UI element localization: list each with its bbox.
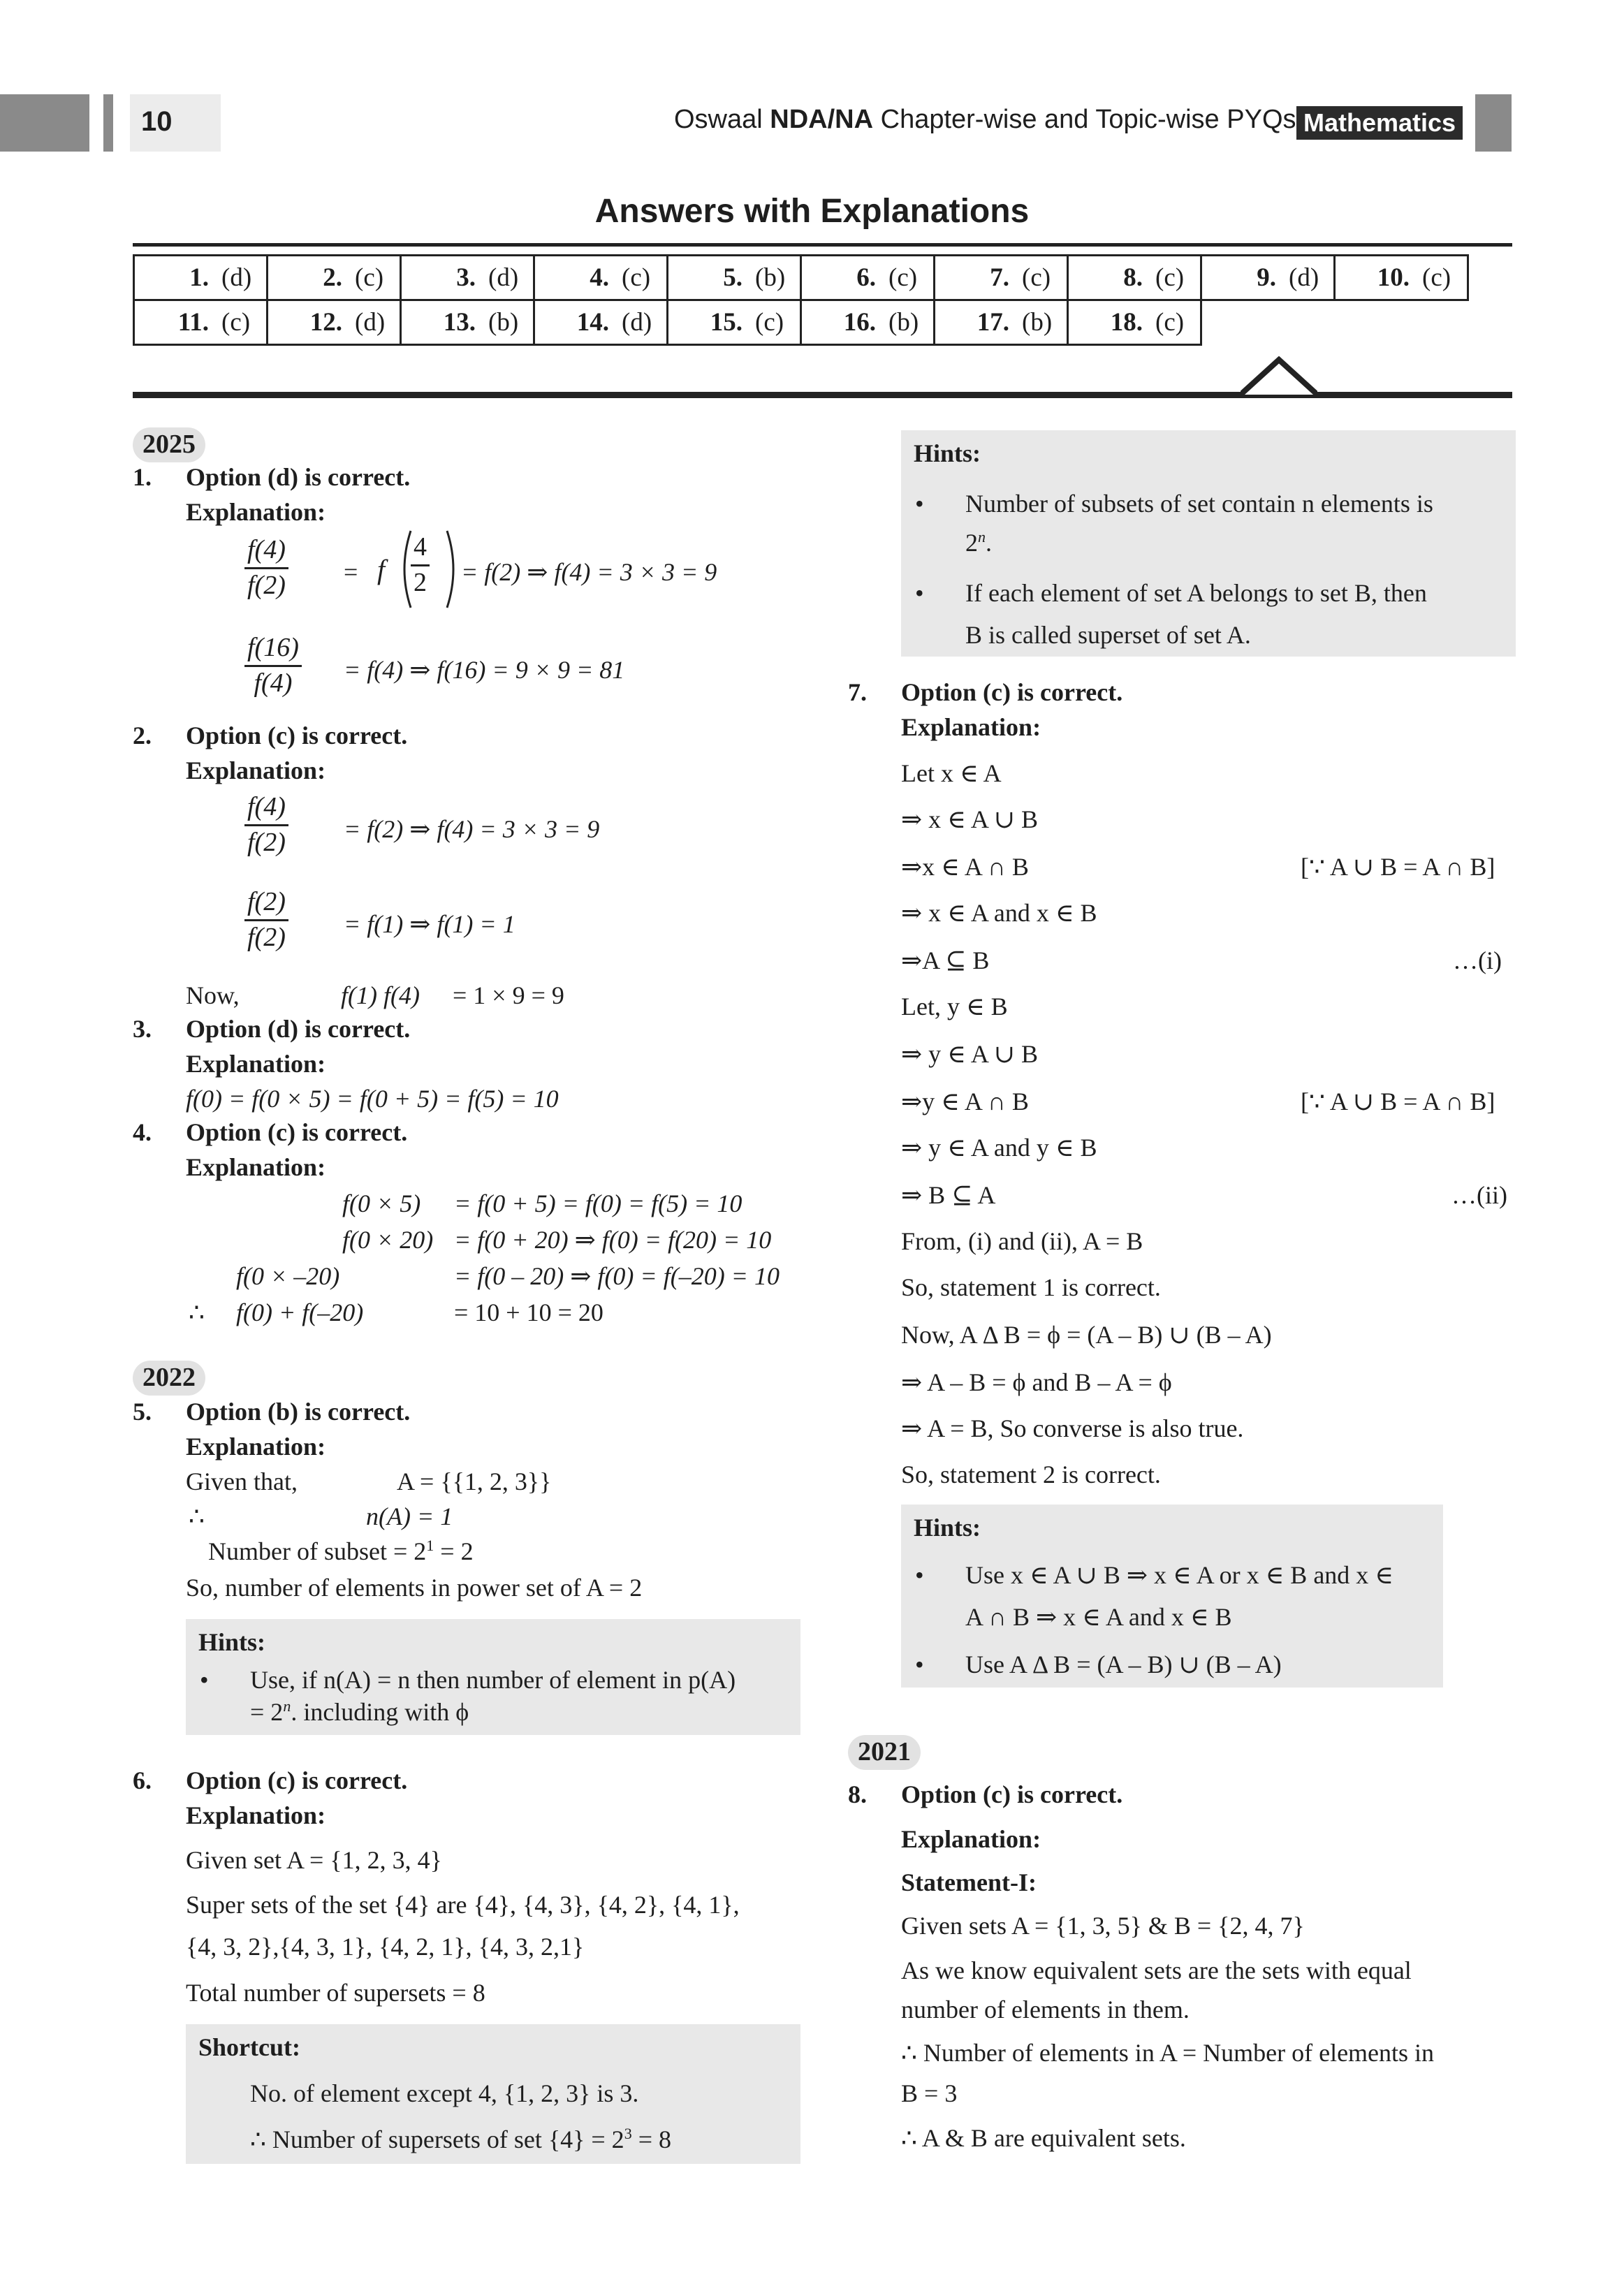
year-badge-2025: 2025: [133, 427, 205, 462]
bullet: •: [915, 1650, 924, 1678]
proof-reason: [∵ A ∪ B = A ∩ B]: [1301, 853, 1495, 881]
answer-cell: 8. (c): [1068, 256, 1201, 300]
equation-text: = f(0 + 5) = f(0) = f(5) = 10: [454, 1189, 742, 1217]
hint-text: Use x ∈ A ∪ B ⇒ x ∈ A or x ∈ B and x ∈: [965, 1561, 1393, 1589]
equation-text: = 10 + 10 = 20: [454, 1298, 603, 1326]
explanation-text: Total number of supersets = 8: [186, 1979, 485, 2007]
equation-text: n(A) = 1: [366, 1502, 453, 1530]
rule-notch: [1241, 356, 1317, 398]
answer-cell: 5. (b): [668, 256, 801, 300]
hint-text: 2$^n$.: [965, 528, 992, 557]
option-statement: Option (c) is correct.: [901, 678, 1123, 706]
question-number: 1.: [133, 463, 152, 491]
proof-line: Let, y ∈ B: [901, 993, 1008, 1020]
explanation-label: Explanation:: [186, 1050, 326, 1078]
option-statement: Option (d) is correct.: [186, 1015, 411, 1043]
shortcut-text: ∴ Number of supersets of set $\{4\} = 2^3 = 8$: [250, 2125, 671, 2153]
page-number: 10: [141, 106, 173, 137]
proof-line: ⇒ y ∈ A ∪ B: [901, 1040, 1039, 1068]
bullet: •: [915, 1561, 924, 1589]
shortcut-label: Shortcut:: [198, 2033, 300, 2061]
option-statement: Option (c) is correct.: [186, 1766, 408, 1794]
equation-text: Number of subset = $2^1 = 2$: [208, 1537, 474, 1565]
header-left-bar: [103, 94, 113, 152]
proof-line: ⇒A ⊆ B: [901, 946, 990, 974]
hint-text: Use A Δ B = (A – B) ∪ (B – A): [965, 1650, 1282, 1678]
bullet: •: [200, 1666, 209, 1694]
explanation-text: Given that,: [186, 1467, 298, 1495]
fraction: $\frac{f(2)}{f(2)}$: [244, 887, 288, 953]
answer-cell: 7. (c): [935, 256, 1068, 300]
hint-text: Number of subsets of set contain n elements is: [965, 490, 1433, 518]
answer-cell: 14. (d): [534, 300, 668, 345]
equation-text: = f(4) ⇒ f(16) = 9 × 9 = 81: [344, 656, 625, 684]
fraction: $\frac{f(4)}{f(2)}$: [244, 535, 288, 601]
explanation-text: {4, 3, 2},{4, 3, 1}, {4, 2, 1}, {4, 3, 2,1}: [186, 1933, 585, 1961]
proof-line: ⇒ x ∈ A ∪ B: [901, 805, 1039, 833]
fraction: $\frac{4}{2}$: [411, 532, 430, 598]
explanation-text: B = 3: [901, 2079, 958, 2107]
answer-cell: 10. (c): [1335, 256, 1468, 300]
equation-text: f(0) + f(–20): [236, 1298, 364, 1326]
equation-text: = 1 × 9 = 9: [453, 981, 564, 1009]
question-number: 8.: [848, 1780, 867, 1808]
proof-line: Now, A Δ B = ϕ = (A – B) ∪ (B – A): [901, 1321, 1272, 1349]
proof-line: ⇒ B ⊆ A: [901, 1181, 996, 1209]
question-number: 3.: [133, 1015, 152, 1043]
equation-text: A = {{1, 2, 3}}: [397, 1467, 552, 1495]
answer-cell: 4. (c): [534, 256, 668, 300]
option-statement: Option (c) is correct.: [186, 722, 408, 749]
answer-cell: 18. (c): [1068, 300, 1201, 345]
proof-line: ⇒ A – B = ϕ and B – A = ϕ: [901, 1368, 1172, 1396]
explanation-text: As we know equivalent sets are the sets with equal: [901, 1956, 1412, 1984]
explanation-text: Given sets A = {1, 3, 5} & B = {2, 4, 7}: [901, 1912, 1305, 1940]
fraction: $\frac{f(4)}{f(2)}$: [244, 792, 288, 858]
answer-cell: 2. (c): [268, 256, 401, 300]
hint-text: Use, if n(A) = n then number of element in p(A): [250, 1666, 736, 1694]
answer-cell: 9. (d): [1201, 256, 1335, 300]
question-number: 5.: [133, 1398, 152, 1426]
answer-cell: 16. (b): [801, 300, 935, 345]
proof-line: ⇒ x ∈ A and x ∈ B: [901, 899, 1097, 927]
hint-text: A ∩ B ⇒ x ∈ A and x ∈ B: [965, 1603, 1232, 1631]
option-statement: Option (c) is correct.: [901, 1780, 1123, 1808]
proof-line: ⇒ y ∈ A and y ∈ B: [901, 1134, 1097, 1162]
statement-label: Statement-I:: [901, 1868, 1037, 1896]
explanation-label: Explanation:: [186, 1801, 326, 1829]
question-number: 6.: [133, 1766, 152, 1794]
explanation-label: Explanation:: [901, 1825, 1041, 1853]
question-number: 4.: [133, 1118, 152, 1146]
subject-badge: Mathematics: [1296, 106, 1463, 140]
equation-text: f(0) = f(0 × 5) = f(0 + 5) = f(5) = 10: [186, 1085, 559, 1113]
question-number: 7.: [848, 678, 867, 706]
hint-text: B is called superset of set A.: [965, 621, 1251, 649]
explanation-text: Super sets of the set {4} are {4}, {4, 3}, {4, 2}, {4, 1},: [186, 1891, 740, 1919]
proof-line: ⇒ A = B, So converse is also true.: [901, 1414, 1244, 1442]
answer-cell: 3. (d): [401, 256, 534, 300]
answer-cell: 15. (c): [668, 300, 801, 345]
equation-text: =: [344, 558, 358, 586]
explanation-label: Explanation:: [186, 498, 326, 526]
empty-cell: [1201, 300, 1335, 345]
proof-line: From, (i) and (ii), A = B: [901, 1227, 1143, 1255]
explanation-text: So, number of elements in power set of A = 2: [186, 1574, 643, 1602]
question-number: 2.: [133, 722, 152, 749]
therefore-symbol: ∴: [189, 1502, 205, 1530]
proof-reason: [∵ A ∪ B = A ∩ B]: [1301, 1088, 1495, 1115]
equation-text: = f(2) ⇒ f(4) = 3 × 3 = 9: [344, 815, 600, 843]
header-left-block: [0, 94, 89, 152]
explanation-label: Explanation:: [186, 1153, 326, 1181]
book-title: Oswaal NDA/NA Chapter-wise and Topic-wise PYQs: [674, 105, 1296, 134]
hints-label: Hints:: [914, 439, 981, 467]
explanation-text: Given set A = {1, 2, 3, 4}: [186, 1846, 442, 1874]
answer-cell: 11. (c): [134, 300, 268, 345]
proof-line: So, statement 2 is correct.: [901, 1461, 1161, 1488]
equation-text: = f(2) ⇒ f(4) = 3 × 3 = 9: [461, 558, 717, 586]
proof-reason: …(ii): [1451, 1181, 1507, 1209]
answer-cell: 6. (c): [801, 256, 935, 300]
explanation-text: ∴ A & B are equivalent sets.: [901, 2124, 1186, 2152]
proof-reason: …(i): [1453, 946, 1502, 974]
explanation-label: Explanation:: [186, 1433, 326, 1461]
equation-text: = f(0 – 20) ⇒ f(0) = f(–20) = 10: [454, 1262, 780, 1290]
equation-text: f(0 × 20): [342, 1226, 434, 1254]
answer-cell: 17. (b): [935, 300, 1068, 345]
proof-line: ⇒y ∈ A ∩ B: [901, 1088, 1029, 1115]
equation-text: = f(0 + 20) ⇒ f(0) = f(20) = 10: [454, 1226, 772, 1254]
hint-text: = $2^n$. including with ϕ: [250, 1697, 469, 1726]
year-badge-2022: 2022: [133, 1361, 205, 1396]
equation-text: f: [377, 554, 386, 585]
header-right-block: [1475, 94, 1512, 152]
option-statement: Option (d) is correct.: [186, 463, 411, 491]
table-row: [134, 300, 1468, 345]
top-rule: [133, 243, 1512, 247]
option-statement: Option (b) is correct.: [186, 1398, 411, 1426]
hints-label: Hints:: [914, 1514, 981, 1542]
explanation-label: Explanation:: [901, 713, 1041, 741]
empty-cell: [1335, 300, 1468, 345]
table-row: [134, 256, 1468, 300]
option-statement: Option (c) is correct.: [186, 1118, 408, 1146]
answers-title: Answers with Explanations: [594, 193, 1030, 230]
year-badge-2021: 2021: [848, 1735, 921, 1770]
equation-text: f(0 × 5): [342, 1189, 421, 1217]
proof-line: Let x ∈ A: [901, 759, 1002, 787]
hint-text: If each element of set A belongs to set B, then: [965, 579, 1427, 607]
equation-text: Now,: [186, 981, 240, 1009]
bullet: •: [915, 490, 924, 518]
explanation-label: Explanation:: [186, 756, 326, 784]
proof-line: So, statement 1 is correct.: [901, 1273, 1161, 1301]
hints-label: Hints:: [198, 1628, 266, 1656]
bullet: •: [915, 579, 924, 607]
equation-text: = f(1) ⇒ f(1) = 1: [344, 910, 515, 938]
answer-cell: 13. (b): [401, 300, 534, 345]
answer-cell: 12. (d): [268, 300, 401, 345]
therefore-symbol: ∴: [189, 1298, 205, 1326]
explanation-text: number of elements in them.: [901, 1996, 1190, 2023]
answer-key-table: [133, 254, 1469, 346]
explanation-text: ∴ Number of elements in A = Number of elements in: [901, 2039, 1435, 2067]
equation-text: f(1) f(4): [341, 981, 420, 1009]
equation-text: f(0 × –20): [236, 1262, 340, 1290]
fraction: $\frac{f(16)}{f(4)}$: [244, 633, 302, 698]
shortcut-text: No. of element except 4, {1, 2, 3} is 3.: [250, 2079, 639, 2107]
answer-cell: 1. (d): [134, 256, 268, 300]
proof-line: ⇒x ∈ A ∩ B: [901, 853, 1029, 881]
